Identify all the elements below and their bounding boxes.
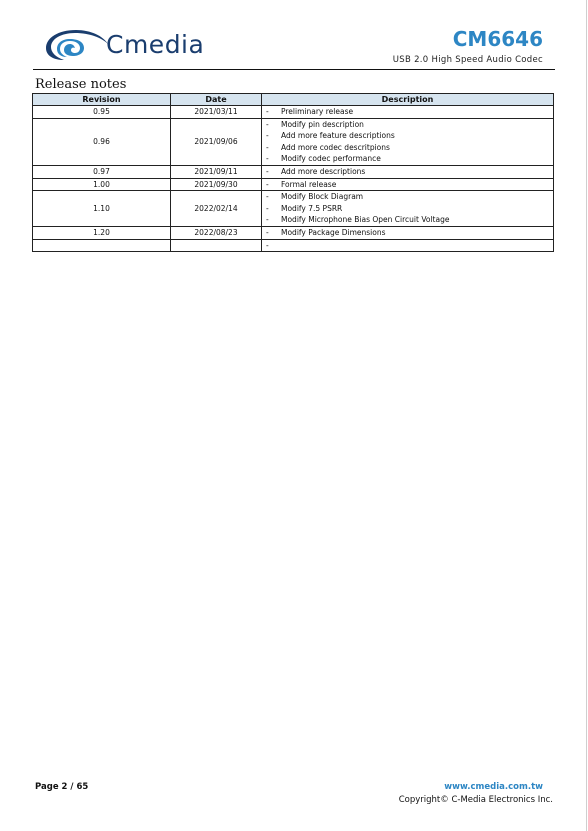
- revision-cell: 1.10: [33, 191, 171, 227]
- description-text: Modify Microphone Bias Open Circuit Voltage: [281, 215, 450, 225]
- description-item: [262, 119, 553, 131]
- date-cell: 2021/03/11: [171, 106, 262, 119]
- header-divider: [33, 69, 555, 70]
- description-text: Formal release: [281, 179, 337, 189]
- description-cell: [262, 178, 554, 191]
- description-item: [262, 106, 553, 118]
- table-header-row: [33, 94, 554, 106]
- bullet-dash: -: [266, 131, 269, 141]
- column-header-date: Date: [171, 94, 262, 106]
- date-cell: 2021/09/11: [171, 165, 262, 178]
- description-item: [262, 130, 553, 142]
- description-item: [262, 191, 553, 203]
- description-cell: [262, 106, 554, 119]
- website-link[interactable]: www.cmedia.com.tw: [444, 782, 543, 792]
- description-item: [262, 153, 553, 165]
- bullet-dash: -: [266, 227, 269, 237]
- description-text: Modify pin description: [281, 119, 364, 129]
- date-cell: 2021/09/30: [171, 178, 262, 191]
- description-text: Preliminary release: [281, 107, 354, 116]
- description-item: [262, 227, 553, 239]
- column-header-description: Description: [262, 94, 554, 106]
- revision-cell: 0.96: [33, 118, 171, 165]
- revision-cell: 1.20: [33, 226, 171, 239]
- description-item: [262, 142, 553, 154]
- description-text: Modify Block Diagram: [281, 192, 364, 202]
- date-cell: 2022/02/14: [171, 191, 262, 227]
- logo-text: Cmedia: [106, 30, 205, 59]
- description-cell: [262, 118, 554, 165]
- product-title: CM6646: [452, 27, 543, 51]
- date-cell: 2021/09/06: [171, 118, 262, 165]
- date-cell: 2022/08/23: [171, 226, 262, 239]
- description-text: Modify 7.5 PSRR: [281, 203, 343, 213]
- bullet-dash: -: [266, 192, 269, 202]
- description-item: [262, 240, 553, 252]
- product-subtitle: USB 2.0 High Speed Audio Codec: [392, 55, 543, 65]
- bullet-dash: -: [266, 142, 269, 152]
- description-text: Modify codec performance: [281, 154, 381, 164]
- table-row: [33, 191, 554, 227]
- table-row: [33, 178, 554, 191]
- date-cell: [171, 239, 262, 252]
- description-item: [262, 166, 553, 178]
- bullet-dash: -: [266, 203, 269, 213]
- table-row: [33, 165, 554, 178]
- revision-cell: [33, 239, 171, 252]
- table-body: [33, 106, 554, 252]
- description-item: [262, 179, 553, 191]
- bullet-dash: -: [266, 119, 269, 129]
- table-row: [33, 239, 554, 252]
- revision-cell: 1.00: [33, 178, 171, 191]
- description-cell: [262, 191, 554, 227]
- page-edge: [586, 0, 587, 831]
- description-text: Add more descriptions: [281, 166, 366, 176]
- revision-cell: 0.97: [33, 165, 171, 178]
- description-item: [262, 214, 553, 226]
- copyright-notice: Copyright© C-Media Electronics Inc.: [398, 795, 553, 805]
- section-title: Release notes: [35, 77, 127, 92]
- bullet-dash: -: [266, 107, 269, 116]
- description-text: Add more codec descritpions: [281, 142, 390, 152]
- description-cell: [262, 226, 554, 239]
- table-row: [33, 226, 554, 239]
- column-header-revision: Revision: [33, 94, 171, 106]
- cmedia-logo-icon: [42, 27, 112, 61]
- description-text: Modify Package Dimensions: [281, 227, 386, 237]
- table-row: [33, 106, 554, 119]
- bullet-dash: -: [266, 240, 269, 250]
- bullet-dash: -: [266, 154, 269, 164]
- description-cell: [262, 165, 554, 178]
- revision-cell: 0.95: [33, 106, 171, 119]
- description-item: [262, 203, 553, 215]
- bullet-dash: -: [266, 166, 269, 176]
- description-cell: [262, 239, 554, 252]
- table-row: [33, 118, 554, 165]
- bullet-dash: -: [266, 215, 269, 225]
- page-number: Page 2 / 65: [35, 782, 89, 792]
- page-header: [0, 0, 588, 75]
- bullet-dash: -: [266, 179, 269, 189]
- description-text: Add more feature descriptions: [281, 131, 395, 141]
- release-notes-table: [32, 93, 554, 252]
